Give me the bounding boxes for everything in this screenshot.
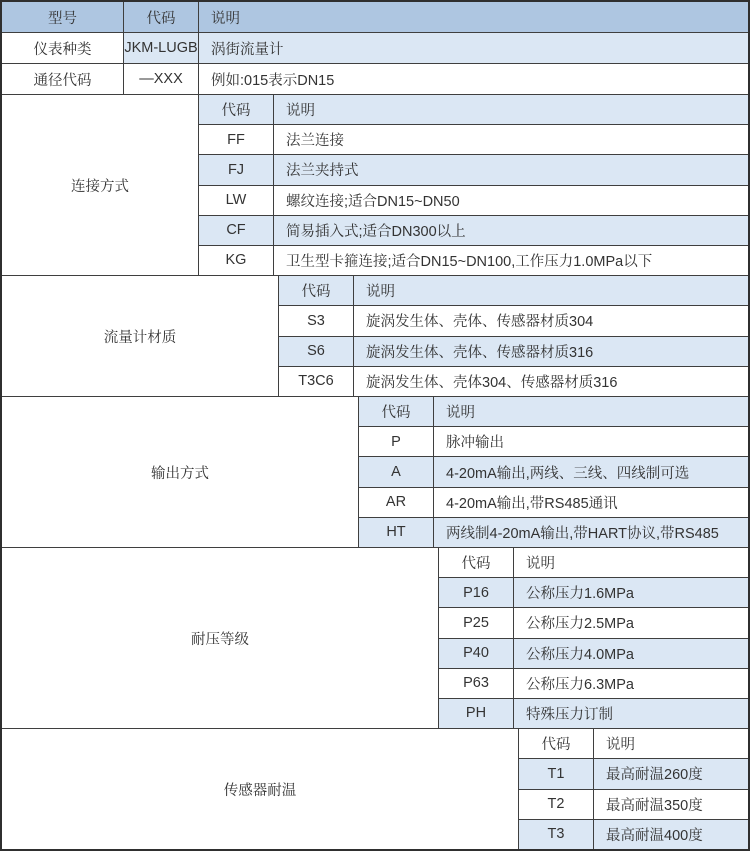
sub-header-code-label: 代码 (199, 95, 274, 124)
sub-table-row (439, 638, 748, 668)
sub-table-header-row (279, 276, 748, 305)
desc-cell: 公称压力1.6MPa (514, 578, 748, 607)
code-cell: T3C6 (279, 367, 354, 396)
sub-header-desc-label: 说明 (606, 737, 635, 754)
header-model-label: 型号 (2, 2, 124, 32)
sub-header-desc-label: 说明 (526, 556, 555, 573)
sub-table-row (279, 305, 748, 335)
sub-table-row (519, 819, 748, 849)
sub-table-row (439, 607, 748, 637)
desc-cell: 特殊压力订制 (514, 699, 748, 728)
desc-cell: 例如:015表示DN15 (211, 72, 335, 89)
header-code-label: 代码 (124, 2, 199, 32)
sub-table-row (199, 124, 748, 154)
table-row-instrument-type (2, 32, 748, 63)
section-output-mode (2, 396, 748, 547)
desc-cell: 4-20mA输出,两线、三线、四线制可选 (434, 457, 748, 486)
code-cell: FJ (199, 155, 274, 184)
desc-cell: 最高耐温400度 (594, 820, 748, 849)
sub-table-header-row (199, 95, 748, 124)
section-pressure-rating (2, 547, 748, 728)
code-cell: P63 (439, 669, 514, 698)
section-name-cell: 流量计材质 (2, 276, 279, 396)
desc-cell: 旋涡发生体、壳体、传感器材质304 (366, 314, 594, 331)
sub-table-row (199, 185, 748, 215)
sub-table-row (199, 215, 748, 245)
sub-header-code-label: 代码 (439, 548, 514, 577)
sub-table-header-row (519, 729, 748, 758)
desc-cell: 公称压力2.5MPa (526, 616, 634, 633)
desc-cell: 法兰连接 (286, 133, 344, 150)
sub-table-row (199, 154, 748, 184)
table-row-diameter-code (2, 63, 748, 94)
sub-table-row (439, 577, 748, 607)
code-cell: T1 (519, 759, 594, 788)
sub-table-row (359, 487, 748, 517)
desc-cell: 卫生型卡箍连接;适合DN15~DN100,工作压力1.0MPa以下 (286, 253, 653, 270)
code-cell: HT (359, 518, 434, 547)
code-cell: P40 (439, 639, 514, 668)
desc-cell: 旋涡发生体、壳体304、传感器材质316 (366, 374, 618, 391)
row-name-cell: 通径代码 (2, 64, 124, 94)
code-cell: P16 (439, 578, 514, 607)
sub-table-row (359, 517, 748, 547)
sub-table-row (519, 758, 748, 788)
desc-cell: 公称压力4.0MPa (514, 639, 748, 668)
desc-cell: 旋涡发生体、壳体、传感器材质316 (354, 337, 748, 366)
desc-cell: 法兰夹持式 (274, 155, 748, 184)
code-cell: P25 (439, 608, 514, 637)
header-desc-label: 说明 (199, 2, 748, 32)
sub-table-row (439, 698, 748, 728)
section-sensor-temperature (2, 728, 748, 849)
sub-table-row (359, 426, 748, 456)
sub-header-code-label: 代码 (519, 729, 594, 758)
code-cell: AR (359, 488, 434, 517)
desc-cell: 简易插入式;适合DN300以上 (274, 216, 748, 245)
desc-cell: 公称压力6.3MPa (526, 676, 634, 693)
section-name-cell: 输出方式 (2, 397, 359, 547)
sub-table-row (519, 789, 748, 819)
sub-header-code-label: 代码 (279, 276, 354, 305)
code-cell: FF (199, 125, 274, 154)
code-cell: JKM-LUGB (124, 33, 199, 63)
table-header-row (2, 2, 748, 32)
code-cell: PH (439, 699, 514, 728)
desc-cell: 最高耐温350度 (606, 797, 703, 814)
sub-table-header-row (439, 548, 748, 577)
sub-header-desc-label: 说明 (434, 397, 748, 426)
section-connection-type (2, 94, 748, 275)
code-cell: T3 (519, 820, 594, 849)
sub-table-row (279, 336, 748, 366)
code-cell: S6 (279, 337, 354, 366)
sub-header-code-label: 代码 (359, 397, 434, 426)
desc-cell: 最高耐温260度 (594, 759, 748, 788)
sub-header-desc-label: 说明 (354, 276, 748, 305)
code-cell: KG (199, 246, 274, 275)
desc-cell: 涡街流量计 (199, 33, 748, 63)
sub-table-row (439, 668, 748, 698)
code-cell: T2 (519, 790, 594, 819)
code-cell: A (359, 457, 434, 486)
sub-header-desc-label: 说明 (274, 95, 748, 124)
desc-cell: 螺纹连接;适合DN15~DN50 (286, 193, 460, 210)
code-cell: P (359, 427, 434, 456)
desc-cell: 4-20mA输出,带RS485通讯 (446, 495, 618, 512)
code-cell: CF (199, 216, 274, 245)
code-cell: —XXX (124, 64, 199, 94)
sub-table-row (279, 366, 748, 396)
desc-cell: 脉冲输出 (446, 435, 504, 452)
sub-table-row (359, 456, 748, 486)
section-name-cell: 连接方式 (2, 95, 199, 275)
section-flowmeter-material (2, 275, 748, 396)
sub-table-row (199, 245, 748, 275)
section-name-cell: 传感器耐温 (2, 729, 519, 849)
desc-cell: 两线制4-20mA输出,带HART协议,带RS485 (434, 518, 748, 547)
section-name-cell: 耐压等级 (2, 548, 439, 728)
code-cell: LW (199, 186, 274, 215)
row-name-cell: 仪表种类 (2, 33, 124, 63)
sub-table-header-row (359, 397, 748, 426)
code-cell: S3 (279, 306, 354, 335)
